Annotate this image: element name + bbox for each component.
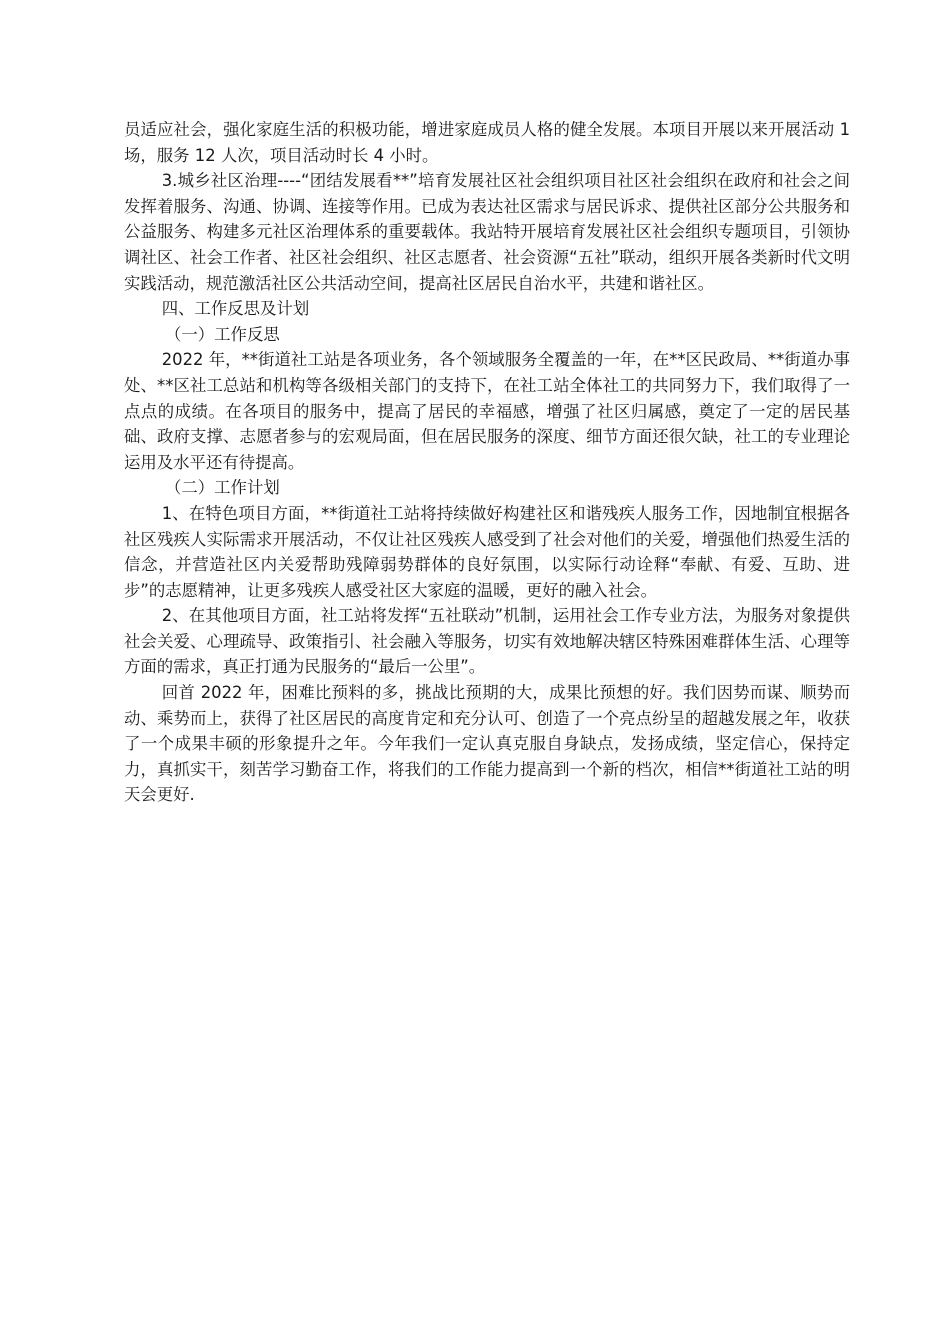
document-page bbox=[124, 117, 850, 808]
paragraph-continuation: 员适应社会，强化家庭生活的积极功能，增进家庭成员人格的健全发展。本项目开展以来开展活动 1 场，服务 12 人次，项目活动时长 4 小时。 bbox=[124, 120, 850, 165]
paragraph-plan-other: 2、在其他项目方面，社工站将发挥“五社联动”机制，运用社会工作专业方法，为服务对象提供社会关爱、心理疏导、政策指引、社会融入等服务，切实有效地解决辖区特殊困难群体生活、心理等方面的需求，真正打通为民服务的“最后一公里”。 bbox=[124, 606, 850, 677]
subheading-work-reflection: （一）工作反思 bbox=[165, 324, 280, 344]
paragraph-plan-featured: 1、在特色项目方面，**街道社工站将持续做好构建社区和谐残疾人服务工作，因地制宜根据各社区残疾人实际需求开展活动，不仅让社区残疾人感受到了社会对他们的关爱，增强他们热爱生活的信念，并营造社区内关爱帮助残障弱势群体的良好氛围，以实际行动诠释“奉献、有爱、互助、进步”的志愿精神，让更多残疾人感受社区大家庭的温暖，更好的融入社会。 bbox=[124, 503, 850, 600]
paragraph-community-governance: 3.城乡社区治理----“团结发展看**”培育发展社区社会组织项目社区社会组织在政府和社会之间发挥着服务、沟通、协调、连接等作用。已成为表达社区需求与居民诉求、提供社区部分公共服务和公益服务、构建多元社区治理体系的重要载体。我站特开展培育发展社区社会组织专题项目，引领协调社区、社会工作者、社区社会组织、社区志愿者、社会资源“五社”联动，组织开展各类新时代文明实践活动，规范激活社区公共活动空间，提高社区居民自治水平，共建和谐社区。 bbox=[124, 171, 850, 293]
paragraph-conclusion: 回首 2022 年，困难比预料的多，挑战比预期的大，成果比预想的好。我们因势而谋、顺势而动、乘势而上，获得了社区居民的高度肯定和充分认可、创造了一个亮点纷呈的超越发展之年，收获了一个成果丰硕的形象提升之年。今年我们一定认真克服自身缺点，发扬成绩，坚定信心，保持定力，真抓实干，刻苦学习勤奋工作，将我们的工作能力提高到一个新的档次，相信**街道社工站的明天会更好. bbox=[124, 683, 850, 805]
paragraph-reflection: 2022 年，**街道社工站是各项业务，各个领域服务全覆盖的一年，在**区民政局、**街道办事处、**区社工总站和机构等各级相关部门的支持下，在社工站全体社工的共同努力下，我们取得了一点点的成绩。在各项目的服务中，提高了居民的幸福感，增强了社区归属感，奠定了一定的居民基础、政府支撑、志愿者参与的宏观局面，但在居民服务的深度、细节方面还很欠缺，社工的专业理论运用及水平还有待提高。 bbox=[124, 350, 850, 472]
section-heading-reflection-plan: 四、工作反思及计划 bbox=[161, 299, 310, 319]
subheading-work-plan: （二）工作计划 bbox=[165, 478, 280, 498]
